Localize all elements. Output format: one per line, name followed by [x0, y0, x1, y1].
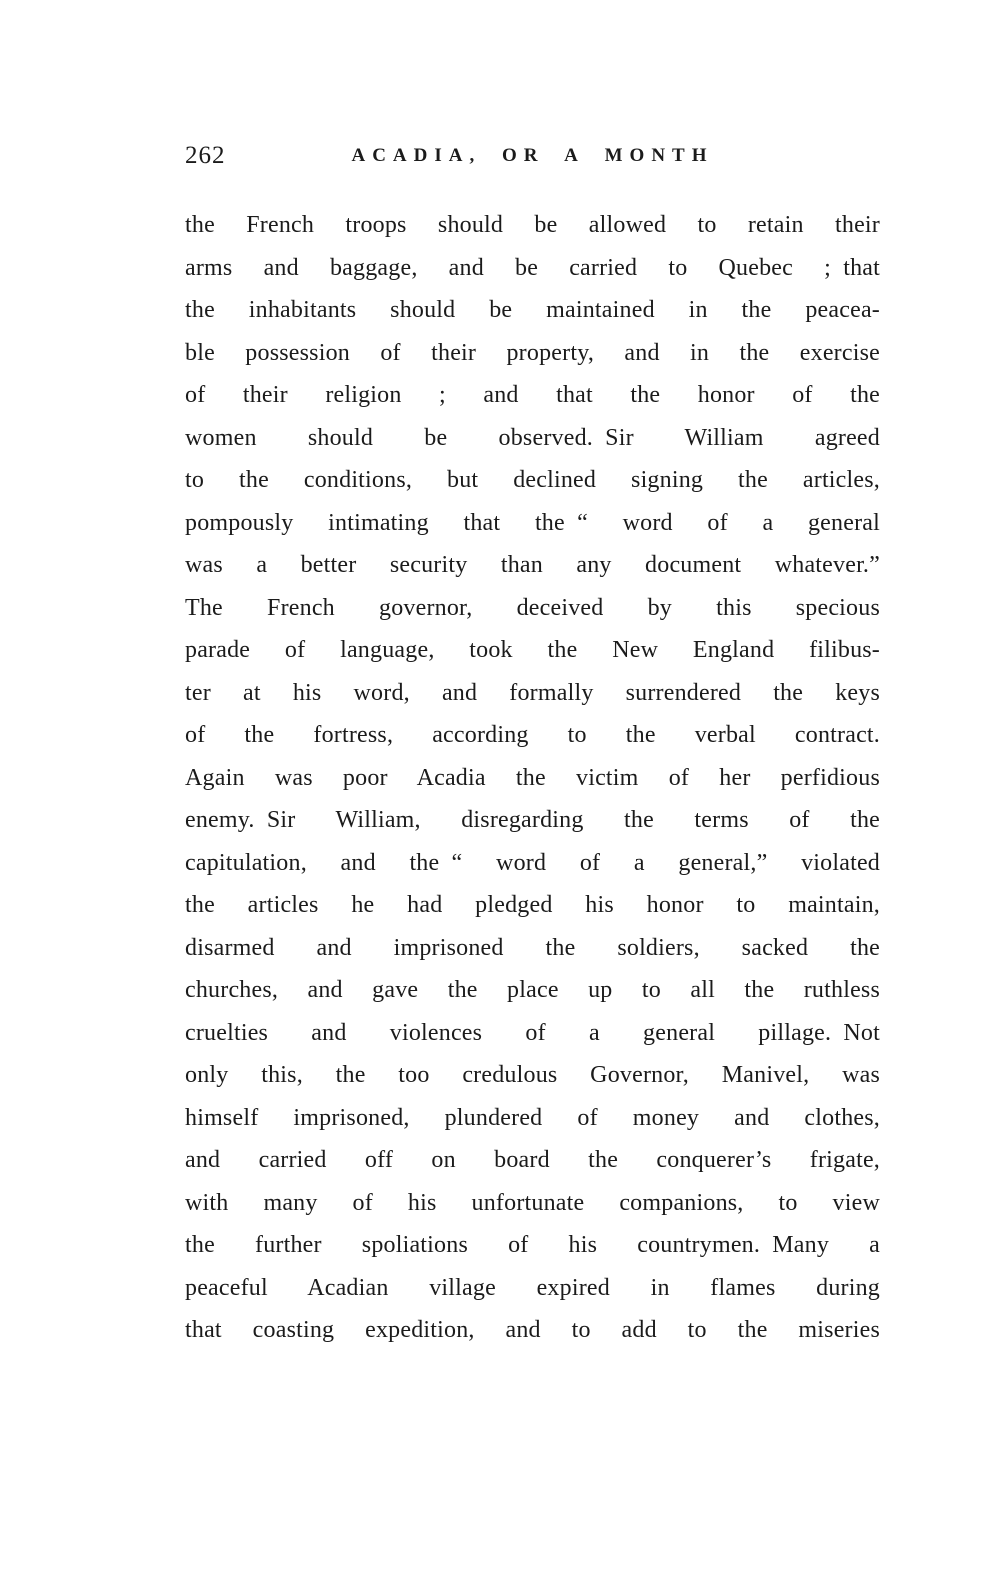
body-line: of the fortress, according to the verbal contract. [185, 722, 880, 748]
body-line: of their religion ; and that the honor of the [185, 382, 880, 408]
body-line: Again was poor Acadia the victim of her perfidious [185, 764, 880, 791]
body-line: pompously intimating that the “ word of a general [185, 509, 880, 536]
body-line: enemy. Sir William, disregarding the terms of the [185, 807, 880, 833]
body-line: the articles he had pledged his honor to maintain, [185, 892, 880, 918]
body-line: churches, and gave the place up to all the ruthless [185, 977, 880, 1003]
body-line: that coasting expedition, and to add to the miseries [185, 1317, 880, 1343]
body-line: and carried off on board the conquerer’s frigate, [185, 1147, 880, 1173]
body-text [185, 204, 880, 1352]
body-line: the inhabitants should be maintained in the peacea- [185, 297, 880, 323]
body-line: peaceful Acadian village expired in flames during [185, 1274, 880, 1301]
body-line: parade of language, took the New England filibus- [185, 637, 880, 663]
body-line: himself imprisoned, plundered of money and clothes, [185, 1104, 880, 1131]
page-header [185, 142, 880, 176]
body-line: capitulation, and the “ word of a general,” violated [185, 849, 880, 876]
running-title: ACADIA, OR A MONTH [351, 145, 714, 166]
body-line: arms and baggage, and be carried to Quebec ; that [185, 254, 880, 281]
body-line: only this, the too credulous Governor, Manivel, was [185, 1062, 880, 1088]
body-line: the French troops should be allowed to retain their [185, 212, 880, 238]
body-line: with many of his unfortunate companions, to view [185, 1189, 880, 1216]
body-line: ble possession of their property, and in the exercise [185, 339, 880, 366]
body-line: cruelties and violences of a general pillage. Not [185, 1019, 880, 1046]
body-line: ter at his word, and formally surrendered the keys [185, 679, 880, 706]
body-line: women should be observed. Sir William agreed [185, 424, 880, 451]
page-number: 262 [185, 142, 226, 169]
body-line: The French governor, deceived by this specious [185, 594, 880, 621]
body-line: the further spoliations of his countrymen. Many a [185, 1232, 880, 1258]
body-line: to the conditions, but declined signing the articles, [185, 467, 880, 493]
body-line: disarmed and imprisoned the soldiers, sacked the [185, 934, 880, 961]
body-line: was a better security than any document whatever.” [185, 552, 880, 578]
